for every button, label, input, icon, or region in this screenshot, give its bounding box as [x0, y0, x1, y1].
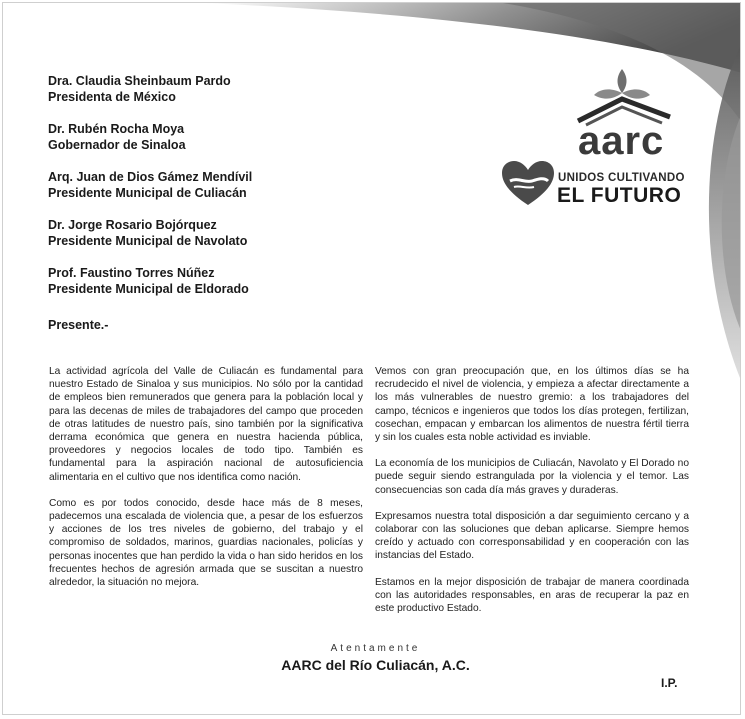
body-paragraph: Estamos en la mejor disposición de trabajar de manera coordinada con las autoridades responsables, en aras de recuperar la paz en este productivo Estado. [375, 576, 689, 615]
addressee-name: Dra. Claudia Sheinbaum Pardo [48, 74, 231, 88]
body-paragraph: Vemos con gran preocupación que, en los últimos días se ha recrudecido el nivel de violencia, y empieza a afectar directamente a los más vulnerables de nuestro gremio: a los trabajadores del campo, técnicos e ingenieros que todos los días protegen, fertilizan, cosechan, empacan y embarcan los alimentos de nuestra fértil tierra y sin los cuales esta noble actividad es inviable. [375, 366, 689, 444]
addressee-title: Presidente Municipal de Navolato [48, 234, 248, 248]
handshake-heart-icon [502, 161, 554, 207]
addressee-name: Arq. Juan de Dios Gámez Mendívil [48, 170, 253, 184]
addressee-block [48, 121, 348, 153]
signature-initials: I.P. [661, 676, 678, 690]
addressee-name: Dr. Rubén Rocha Moya [48, 122, 185, 136]
aarc-logo [500, 65, 690, 215]
body-paragraph: Como es por todos conocido, desde hace más de 8 meses, padecemos una escalada de violencia que, a pesar de los esfuerzos y acciones de los tres niveles de gobierno, del trabajo y el compromiso de soldados, marinos, guardias nacionales, policías y personas inocentes que han perdido la vida o han sido heridos en los frecuentes hechos de agresión armada que se suscitan a nuestro alrededor, la situación no mejora. [49, 497, 363, 589]
body-paragraph: Expresamos nuestra total disposición a dar seguimiento cercano y a colaborar con las soluciones que deban aplicarse. Siempre hemos creído y actuado con corresponsabilidad y en cooperación con las instancias del Estado. [375, 510, 689, 562]
signing-organization: AARC del Río Culiacán, A.C. [281, 657, 470, 673]
addressee-block [48, 169, 348, 201]
addressee-block [48, 73, 348, 105]
tagline-small: UNIDOS CULTIVANDO [558, 172, 685, 184]
body-column-left [49, 365, 363, 602]
addressee-title: Presidenta de México [48, 90, 176, 104]
body-paragraph: La economía de los municipios de Culiacán, Navolato y El Dorado no puede seguir siendo estrangulada por la violencia y el temor. Las consecuencias son cada día más graves y duraderas. [375, 458, 689, 496]
body-paragraph: La actividad agrícola del Valle de Culiacán es fundamental para nuestro Estado de Sinaloa y sus municipios. No sólo por la cantidad de empleos bien remunerados que genera para la población local y para las decenas de miles de trabajadores del campo que proceden de otras latitudes de nuestro país, sino también por la significativa derrama económica que genera en nuestra hacienda pública, proveedores y negocios locales de todo tipo. También es fundamental para la aspiración nacional de autosuficiencia alimentaria en el cultivo que nos identifica como nación. [49, 366, 363, 483]
brand-wordmark: aarc [578, 119, 665, 163]
letter-page [2, 2, 741, 715]
addressee-name: Prof. Faustino Torres Núñez [48, 266, 215, 280]
sprout-icon [570, 65, 680, 127]
addressee-block [48, 265, 348, 297]
addressee-name: Dr. Jorge Rosario Bojórquez [48, 218, 217, 232]
salutation: Presente.- [48, 318, 109, 332]
addressee-title: Gobernador de Sinaloa [48, 138, 186, 152]
body-column-right [375, 365, 689, 628]
addressee-block [48, 217, 348, 249]
closing: Atentamente [330, 643, 421, 654]
tagline-big: EL FUTURO [557, 184, 682, 207]
addressee-list [48, 73, 348, 313]
addressee-title: Presidente Municipal de Eldorado [48, 282, 249, 296]
addressee-title: Presidente Municipal de Culiacán [48, 186, 247, 200]
